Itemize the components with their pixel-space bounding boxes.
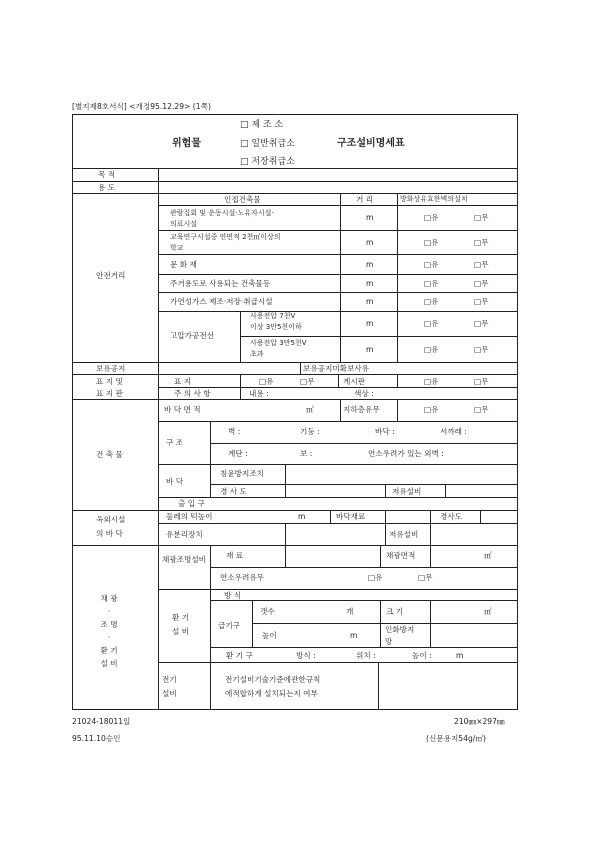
item-assembly: 관람집회 및 운동시설·노유자시설· [170,209,274,217]
checkbox-no[interactable]: □무 [300,377,315,386]
exhaust-label: 환 기 구 [226,651,253,660]
checkbox-no[interactable]: □무 [474,260,489,269]
checkbox-yes[interactable]: □유 [368,573,383,582]
intake-label: 급기구 [218,621,241,630]
paper-size: 210㎜×297㎜ [454,717,505,726]
lighting-area-label: 채광면적 [386,551,416,560]
spark-guard-label-2: 망 [385,637,393,646]
oil-separator-label: 유분리장치 [166,530,203,539]
unit-sqm: ㎡ [484,607,492,616]
use-label: 용 도 [98,183,116,192]
title-left: 위험물 [172,138,201,149]
unit-ea: 개 [346,607,354,616]
count-label: 갯수 [260,607,275,616]
lighting-equipment-label: 채광조명설비 [162,555,207,564]
unit-m: m [366,260,374,269]
size-label: 크 기 [386,607,404,616]
voltage-high-1: 사용전압 3만5천V [250,339,307,347]
vent-method-label: 방 식 [224,591,242,600]
stairs-label: 계단 : [228,449,248,458]
wall-label: 벽 : [228,427,241,436]
outdoor-label-2: 의 바 닥 [96,529,123,538]
unit-m: m [366,319,374,328]
checkbox-no[interactable]: □무 [474,213,489,222]
voltage-high-2: 초과 [250,350,264,358]
exhaust-height-label: 높이 : [412,651,432,660]
unit-m: m [298,512,306,521]
paper-type: (신문용지54g/㎡) [426,734,486,743]
title-right: 구조설비명세표 [337,138,405,149]
voltage-low-1: 사용전압 7천V [250,312,296,320]
option-storage-handling[interactable]: □ 저장취급소 [240,157,295,167]
entrance-label: 출 입 구 [178,499,205,508]
sign-label-1: 표 지 및 [96,377,123,386]
spark-guard-label-1: 인화방지 [385,625,415,634]
rafter-label: 서까래 : [440,427,467,436]
checkbox-yes[interactable]: □유 [424,297,439,306]
checkbox-no[interactable]: □무 [474,238,489,247]
unit-m: m [366,213,374,222]
height-label: 높이 [262,631,277,640]
purpose-label: 목 적 [98,170,116,179]
unit-m: m [366,279,374,288]
electrical-label-2: 설비 [162,689,177,698]
checkbox-no[interactable]: □무 [474,319,489,328]
lighting-ventilation-label: 채 광 · 조 명 · 환 기 설 비 [100,594,118,668]
item-medical: 의료시설 [170,220,198,228]
sign-label-2: 표 지 판 [96,389,123,398]
firewall-header: 방화상유효한벽의설치 [400,195,468,203]
checkbox-yes[interactable]: □유 [424,238,439,247]
content-label: 내용 : [249,389,269,398]
reservoir-label-2: 저유설비 [389,530,419,539]
building-label: 건 축 물 [96,450,123,459]
floor-structure-label: 바닥 : [375,427,395,436]
checkbox-yes[interactable]: □유 [424,260,439,269]
caution-label: 주 의 사 항 [174,389,211,398]
fire-risk-label: 연소우려유무 [220,573,265,582]
reserved-land-label: 보유공지 [96,364,126,373]
checkbox-yes[interactable]: □유 [424,213,439,222]
electrical-label-1: 전기 [162,675,177,684]
electrical-desc-1: 전기설비기술기준에관한규칙 [225,675,321,684]
form-number: [별지제8호서식] <개정95.12.29> (1쪽) [72,102,211,111]
item-education: 교육연구시설중 연면적 2천㎡이상의 [170,233,281,241]
unit-sqm: ㎡ [484,551,492,560]
checkbox-no[interactable]: □무 [474,405,489,414]
unit-m: m [350,631,358,640]
reserved-land-reason: 보유공지미확보사유 [303,364,370,373]
pillar-label: 기둥 : [300,427,320,436]
exhaust-method-label: 방식 : [296,651,316,660]
checkbox-yes[interactable]: □유 [259,377,274,386]
item-school: 학교 [170,244,184,252]
color-label: 색상 : [354,389,374,398]
checkbox-no[interactable]: □무 [418,573,433,582]
surround-height-label: 둘레의 턱높이 [166,512,213,521]
approval-date: 95.11.10승인 [72,734,121,743]
ventilation-label-1: 환 기 [172,613,190,622]
reservoir-label: 저유설비 [392,487,422,496]
checkbox-yes[interactable]: □유 [424,405,439,414]
sign-label: 표 지 [174,377,192,386]
unit-sqm: ㎡ [306,405,314,414]
basement-label: 지하층유무 [343,405,380,414]
checkbox-yes[interactable]: □유 [424,377,439,386]
unit-m: m [366,238,374,247]
safety-distance-label: 안전거리 [96,271,126,280]
checkbox-no[interactable]: □무 [474,345,489,354]
unit-m: m [456,651,464,660]
checkbox-no[interactable]: □무 [474,297,489,306]
electrical-desc-2: 에적합하게 설치되는지 여부 [225,689,318,698]
floor-material-label: 바닥재료 [336,512,366,521]
ventilation-label-2: 설 비 [172,627,190,636]
beam-label: 보 : [300,449,313,458]
option-manufacturing[interactable]: □ 제 조 소 [240,120,284,130]
anti-seepage-label: 침윤방지조치 [220,469,265,478]
floor-area-label: 바 닥 면 적 [164,405,201,414]
slope-label-2: 경사도 [440,512,463,521]
checkbox-no[interactable]: □무 [474,377,489,386]
adjacent-building-header: 인접건축물 [224,195,261,204]
exhaust-position-label: 위치 : [356,651,376,660]
checkbox-yes[interactable]: □유 [424,345,439,354]
unit-m: m [366,345,374,354]
unit-m: m [366,297,374,306]
checkbox-yes[interactable]: □유 [424,279,439,288]
item-gas: 가연성가스 제조·저장·취급시설 [170,297,273,306]
slope-label: 경 사 도 [220,487,247,496]
checkbox-yes[interactable]: □유 [424,319,439,328]
material-label: 재 료 [226,551,244,560]
item-cultural: 문 화 재 [170,260,197,269]
form-frame [72,114,518,710]
checkbox-no[interactable]: □무 [474,279,489,288]
option-general-handling[interactable]: □ 일반취급소 [240,139,295,149]
distance-header: 거 리 [356,195,374,204]
structure-label: 구 조 [166,438,184,447]
item-power-line: 고압가공전선 [170,331,215,340]
voltage-low-2: 이상 3만5천이하 [250,323,302,331]
outdoor-label-1: 옥외시설 [96,515,126,524]
fire-risk-wall-label: 연소우려가 있는 외벽 : [368,449,444,458]
floor-label: 바 닥 [166,477,184,486]
board-label: 게시판 [343,377,366,386]
form-code: 21024-18011일 [72,717,131,726]
item-residential: 주거용도로 사용되는 건축물등 [170,279,271,288]
